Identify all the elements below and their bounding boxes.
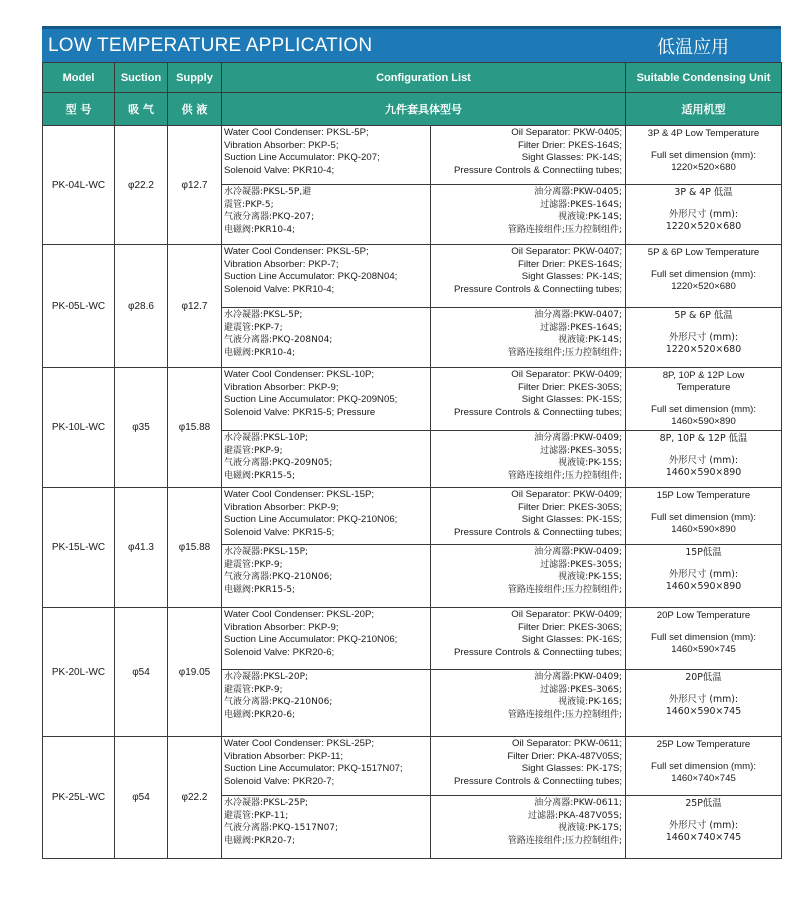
config-line: Suction Line Accumulator: PKQ-207; xyxy=(224,152,380,164)
config-en-left xyxy=(222,245,431,308)
config-zh-right xyxy=(431,670,626,737)
config-line: 视液镜:PK-14S; xyxy=(558,335,622,346)
config-zh-left xyxy=(222,545,431,608)
header-unit: Suitable Condensing Unit xyxy=(626,63,782,93)
header-model-zh: 型 号 xyxy=(43,93,115,126)
model-cell: PK-15L-WC xyxy=(43,488,115,608)
table-row xyxy=(43,245,782,308)
suction-cell: φ41.3 xyxy=(115,488,168,608)
config-line: Solenoid Valve: PKR15-5; xyxy=(224,526,335,538)
unit-name: 15P低温 xyxy=(685,547,722,558)
unit-dimension: 外形尺寸 (mm): xyxy=(668,455,739,466)
config-line: Water Cool Condenser: PKSL-5P; xyxy=(224,127,369,138)
unit-en-cell xyxy=(626,488,782,545)
unit-dimension: Full set dimension (mm): xyxy=(650,269,757,280)
title-banner xyxy=(42,26,781,62)
header-unit-zh: 适用机型 xyxy=(626,93,782,126)
config-en-left xyxy=(222,737,431,796)
config-line: Filter Drier: PKA-487V05S; xyxy=(507,750,622,762)
config-line: 管路连接组件;压力控制组件; xyxy=(507,470,622,481)
config-line: 震管:PKP-5; xyxy=(224,199,274,210)
supply-cell: φ12.7 xyxy=(168,245,222,368)
config-line: 气液分离器:PKQ-1517N07; xyxy=(224,823,339,834)
model-cell: PK-10L-WC xyxy=(43,368,115,488)
suction-cell: φ22.2 xyxy=(115,126,168,245)
unit-name: 20P低温 xyxy=(685,672,722,683)
config-zh-left xyxy=(222,431,431,488)
unit-dimension: 外形尺寸 (mm): xyxy=(668,209,739,220)
model-cell: PK-25L-WC xyxy=(43,737,115,859)
unit-dimension: 1460×740×745 xyxy=(665,832,742,843)
unit-name: 20P Low Temperature xyxy=(656,610,751,621)
config-line: Solenoid Valve: PKR20-6; xyxy=(224,646,335,658)
spacer xyxy=(628,322,779,332)
config-line: Vibration Absorber: PKP-5; xyxy=(224,139,339,151)
suction-cell: φ28.6 xyxy=(115,245,168,368)
table-body xyxy=(43,126,782,859)
suction-cell: φ54 xyxy=(115,608,168,737)
spec-sheet xyxy=(42,26,781,859)
unit-dimension: 1460×590×890 xyxy=(671,416,736,427)
config-zh-right xyxy=(431,308,626,368)
config-line: Suction Line Accumulator: PKQ-209N05; xyxy=(224,394,398,406)
config-line: Suction Line Accumulator: PKQ-1517N07; xyxy=(224,763,403,775)
config-line: Water Cool Condenser: PKSL-5P; xyxy=(224,246,369,257)
config-line: 视液镜:PK-17S; xyxy=(558,823,622,834)
config-line: Oil Separator: PKW-0409; xyxy=(511,609,622,620)
config-line: 过滤器:PKES-164S; xyxy=(540,322,622,333)
config-line: Vibration Absorber: PKP-9; xyxy=(224,621,339,633)
unit-zh-cell xyxy=(626,545,782,608)
config-line: 视液镜:PK-15S; xyxy=(558,458,622,469)
header-supply: Supply xyxy=(168,63,222,93)
unit-dimension: 1460×590×745 xyxy=(671,644,736,655)
config-line: 管路连接组件;压力控制组件; xyxy=(507,224,622,235)
config-line: Vibration Absorber: PKP-7; xyxy=(224,258,339,270)
header-suction-zh: 吸 气 xyxy=(115,93,168,126)
config-line: 油分离器:PKW-0405; xyxy=(534,187,622,197)
unit-name: 3P & 4P Low Temperature xyxy=(647,128,760,139)
unit-name: 5P & 6P 低温 xyxy=(674,310,733,321)
config-line: 避震管:PKP-9; xyxy=(224,559,283,570)
spec-table xyxy=(42,62,782,859)
config-line: 油分离器:PKW-0611; xyxy=(534,798,622,808)
unit-dimension: 1460×590×890 xyxy=(671,524,736,535)
config-line: Pressure Controls & Connectiing tubes; xyxy=(454,775,622,787)
config-line: Oil Separator: PKW-0611; xyxy=(511,738,622,749)
spacer xyxy=(628,502,779,512)
config-line: Pressure Controls & Connectiing tubes; xyxy=(454,526,622,538)
unit-dimension: Full set dimension (mm): xyxy=(650,761,757,772)
config-line: 电磁阀:PKR10-4; xyxy=(224,224,296,235)
config-line: 过滤器:PKES-305S; xyxy=(540,445,622,456)
config-en-right xyxy=(431,245,626,308)
config-line: 管路连接组件;压力控制组件; xyxy=(507,835,622,846)
config-en-left xyxy=(222,126,431,185)
unit-en-cell xyxy=(626,126,782,185)
unit-dimension: Full set dimension (mm): xyxy=(650,512,757,523)
table-row xyxy=(43,368,782,431)
config-line: 水冷凝器:PKSL-5P,避 xyxy=(224,187,312,197)
unit-dimension: 1220×520×680 xyxy=(671,162,736,173)
config-line: Pressure Controls & Connectiing tubes; xyxy=(454,406,622,418)
model-cell: PK-04L-WC xyxy=(43,126,115,245)
spacer xyxy=(628,810,779,820)
config-line: 气液分离器:PKQ-210N06; xyxy=(224,572,333,583)
config-zh-left xyxy=(222,796,431,859)
spacer xyxy=(628,622,779,632)
config-en-right xyxy=(431,368,626,431)
suction-cell: φ35 xyxy=(115,368,168,488)
unit-dimension: Full set dimension (mm): xyxy=(650,632,757,643)
table-row xyxy=(43,126,782,185)
unit-en-cell xyxy=(626,368,782,431)
title-en: LOW TEMPERATURE APPLICATION xyxy=(48,34,373,56)
config-line: 油分离器:PKW-0407; xyxy=(534,310,622,320)
config-line: 水冷凝器:PKSL-10P; xyxy=(224,433,309,443)
config-zh-right xyxy=(431,545,626,608)
config-line: Water Cool Condenser: PKSL-10P; xyxy=(224,369,375,380)
config-line: 电磁阀:PKR15-5; xyxy=(224,470,296,481)
suction-cell: φ54 xyxy=(115,737,168,859)
config-line: Vibration Absorber: PKP-9; xyxy=(224,381,339,393)
config-line: Oil Separator: PKW-0409; xyxy=(511,369,622,380)
config-en-right xyxy=(431,126,626,185)
config-line: 油分离器:PKW-0409; xyxy=(534,547,622,557)
config-line: 气液分离器:PKQ-209N05; xyxy=(224,458,333,469)
config-line: Sight Glasses: PK-17S; xyxy=(521,763,622,775)
supply-cell: φ19.05 xyxy=(168,608,222,737)
config-line: 油分离器:PKW-0409; xyxy=(534,433,622,443)
table-row xyxy=(43,608,782,670)
config-line: Sight Glasses: PK-15S; xyxy=(521,514,622,526)
unit-dimension: 1460×590×890 xyxy=(665,581,742,592)
config-line: Oil Separator: PKW-0405; xyxy=(511,127,622,138)
config-line: Sight Glasses: PK-14S; xyxy=(521,271,622,283)
unit-name: 8P, 10P & 12P Low xyxy=(662,370,745,381)
config-line: Suction Line Accumulator: PKQ-208N04; xyxy=(224,271,398,283)
config-en-right xyxy=(431,737,626,796)
config-line: 避震管:PKP-7; xyxy=(224,322,283,333)
unit-zh-cell xyxy=(626,670,782,737)
config-line: Filter Drier: PKES-164S; xyxy=(518,139,622,151)
config-line: Solenoid Valve: PKR20-7; xyxy=(224,775,335,787)
config-line: 水冷凝器:PKSL-20P; xyxy=(224,672,309,682)
config-line: 视液镜:PK-15S; xyxy=(558,572,622,583)
unit-en-cell xyxy=(626,245,782,308)
unit-zh-cell xyxy=(626,185,782,245)
model-cell: PK-20L-WC xyxy=(43,608,115,737)
spacer xyxy=(628,259,779,269)
unit-name: Temperature xyxy=(676,382,731,393)
config-line: Sight Glasses: PK-15S; xyxy=(521,394,622,406)
unit-dimension: 1460×590×890 xyxy=(665,467,742,478)
model-cell: PK-05L-WC xyxy=(43,245,115,368)
config-line: 水冷凝器:PKSL-15P; xyxy=(224,547,309,557)
config-line: 过滤器:PKES-306S; xyxy=(540,684,622,695)
unit-dimension: Full set dimension (mm): xyxy=(650,150,757,161)
config-line: 电磁阀:PKR20-7; xyxy=(224,835,296,846)
config-line: 水冷凝器:PKSL-5P; xyxy=(224,310,303,320)
config-line: Oil Separator: PKW-0407; xyxy=(511,246,622,257)
unit-en-cell xyxy=(626,608,782,670)
spacer xyxy=(628,199,779,209)
config-en-left xyxy=(222,488,431,545)
header-suction: Suction xyxy=(115,63,168,93)
config-line: Water Cool Condenser: PKSL-15P; xyxy=(224,489,375,500)
unit-name: 5P & 6P Low Temperature xyxy=(647,247,760,258)
table-row xyxy=(43,488,782,545)
config-line: 视液镜:PK-16S; xyxy=(558,697,622,708)
config-line: Filter Drier: PKES-305S; xyxy=(518,381,622,393)
table-row xyxy=(43,737,782,796)
config-line: Pressure Controls & Connectiing tubes; xyxy=(454,283,622,295)
config-line: 避震管:PKP-9; xyxy=(224,684,283,695)
config-line: Filter Drier: PKES-164S; xyxy=(518,258,622,270)
config-line: 管路连接组件;压力控制组件; xyxy=(507,584,622,595)
config-line: Pressure Controls & Connectiing tubes; xyxy=(454,164,622,176)
unit-en-cell xyxy=(626,737,782,796)
spacer xyxy=(628,394,779,404)
unit-zh-cell xyxy=(626,308,782,368)
config-line: Solenoid Valve: PKR10-4; xyxy=(224,164,335,176)
config-line: Oil Separator: PKW-0409; xyxy=(511,489,622,500)
config-line: Vibration Absorber: PKP-11; xyxy=(224,750,344,762)
config-line: 避震管:PKP-11; xyxy=(224,810,289,821)
config-zh-right xyxy=(431,431,626,488)
config-line: 电磁阀:PKR15-5; xyxy=(224,584,296,595)
unit-zh-cell xyxy=(626,796,782,859)
config-line: Pressure Controls & Connectiing tubes; xyxy=(454,646,622,658)
unit-dimension: 外形尺寸 (mm): xyxy=(668,569,739,580)
supply-cell: φ15.88 xyxy=(168,368,222,488)
config-line: Suction Line Accumulator: PKQ-210N06; xyxy=(224,634,398,646)
config-zh-left xyxy=(222,308,431,368)
config-line: 油分离器:PKW-0409; xyxy=(534,672,622,682)
unit-name: 25P Low Temperature xyxy=(656,739,751,750)
config-zh-right xyxy=(431,796,626,859)
unit-zh-cell xyxy=(626,431,782,488)
config-line: 气液分离器:PKQ-207; xyxy=(224,212,315,223)
unit-dimension: 1460×590×745 xyxy=(665,706,742,717)
config-line: 管路连接组件;压力控制组件; xyxy=(507,709,622,720)
config-line: Suction Line Accumulator: PKQ-210N06; xyxy=(224,514,398,526)
header-model: Model xyxy=(43,63,115,93)
config-en-left xyxy=(222,368,431,431)
unit-dimension: 外形尺寸 (mm): xyxy=(668,694,739,705)
title-zh: 低温应用 xyxy=(657,36,729,58)
header-config-zh: 九件套具体型号 xyxy=(222,93,626,126)
config-zh-left xyxy=(222,185,431,245)
config-line: Filter Drier: PKES-305S; xyxy=(518,501,622,513)
spacer xyxy=(628,140,779,150)
unit-dimension: 1220×520×680 xyxy=(665,221,742,232)
unit-dimension: 外形尺寸 (mm): xyxy=(668,820,739,831)
config-line: 过滤器:PKES-305S; xyxy=(540,559,622,570)
spacer xyxy=(628,684,779,694)
config-line: Water Cool Condenser: PKSL-20P; xyxy=(224,609,375,620)
unit-dimension: 1460×740×745 xyxy=(671,773,736,784)
config-line: Solenoid Valve: PKR10-4; xyxy=(224,283,335,295)
unit-name: 3P & 4P 低温 xyxy=(674,187,733,198)
config-line: Solenoid Valve: PKR15-5; Pressure xyxy=(224,406,376,418)
config-line: 过滤器:PKA-487V05S; xyxy=(528,810,622,821)
config-zh-right xyxy=(431,185,626,245)
supply-cell: φ12.7 xyxy=(168,126,222,245)
spacer xyxy=(628,445,779,455)
header-config: Configuration List xyxy=(222,63,626,93)
config-line: 气液分离器:PKQ-208N04; xyxy=(224,335,333,346)
config-line: 避震管:PKP-9; xyxy=(224,445,283,456)
unit-name: 25P低温 xyxy=(685,798,722,809)
config-line: Filter Drier: PKES-306S; xyxy=(518,621,622,633)
unit-name: 8P, 10P & 12P 低温 xyxy=(659,433,748,444)
unit-name: 15P Low Temperature xyxy=(656,490,751,501)
config-en-left xyxy=(222,608,431,670)
config-line: 过滤器:PKES-164S; xyxy=(540,199,622,210)
config-line: 气液分离器:PKQ-210N06; xyxy=(224,697,333,708)
config-zh-left xyxy=(222,670,431,737)
config-line: Sight Glasses: PK-14S; xyxy=(521,152,622,164)
header-supply-zh: 供 液 xyxy=(168,93,222,126)
unit-dimension: Full set dimension (mm): xyxy=(650,404,757,415)
supply-cell: φ15.88 xyxy=(168,488,222,608)
unit-dimension: 1220×520×680 xyxy=(671,281,736,292)
spacer xyxy=(628,559,779,569)
config-line: 视液镜:PK-14S; xyxy=(558,212,622,223)
config-en-right xyxy=(431,488,626,545)
config-line: 电磁阀:PKR20-6; xyxy=(224,709,296,720)
config-line: 电磁阀:PKR10-4; xyxy=(224,347,296,358)
unit-dimension: 1220×520×680 xyxy=(665,344,742,355)
config-line: Sight Glasses: PK-16S; xyxy=(521,634,622,646)
spacer xyxy=(628,751,779,761)
supply-cell: φ22.2 xyxy=(168,737,222,859)
config-line: Water Cool Condenser: PKSL-25P; xyxy=(224,738,375,749)
config-line: 水冷凝器:PKSL-25P; xyxy=(224,798,309,808)
config-line: Vibration Absorber: PKP-9; xyxy=(224,501,339,513)
config-en-right xyxy=(431,608,626,670)
unit-dimension: 外形尺寸 (mm): xyxy=(668,332,739,343)
config-line: 管路连接组件;压力控制组件; xyxy=(507,347,622,358)
